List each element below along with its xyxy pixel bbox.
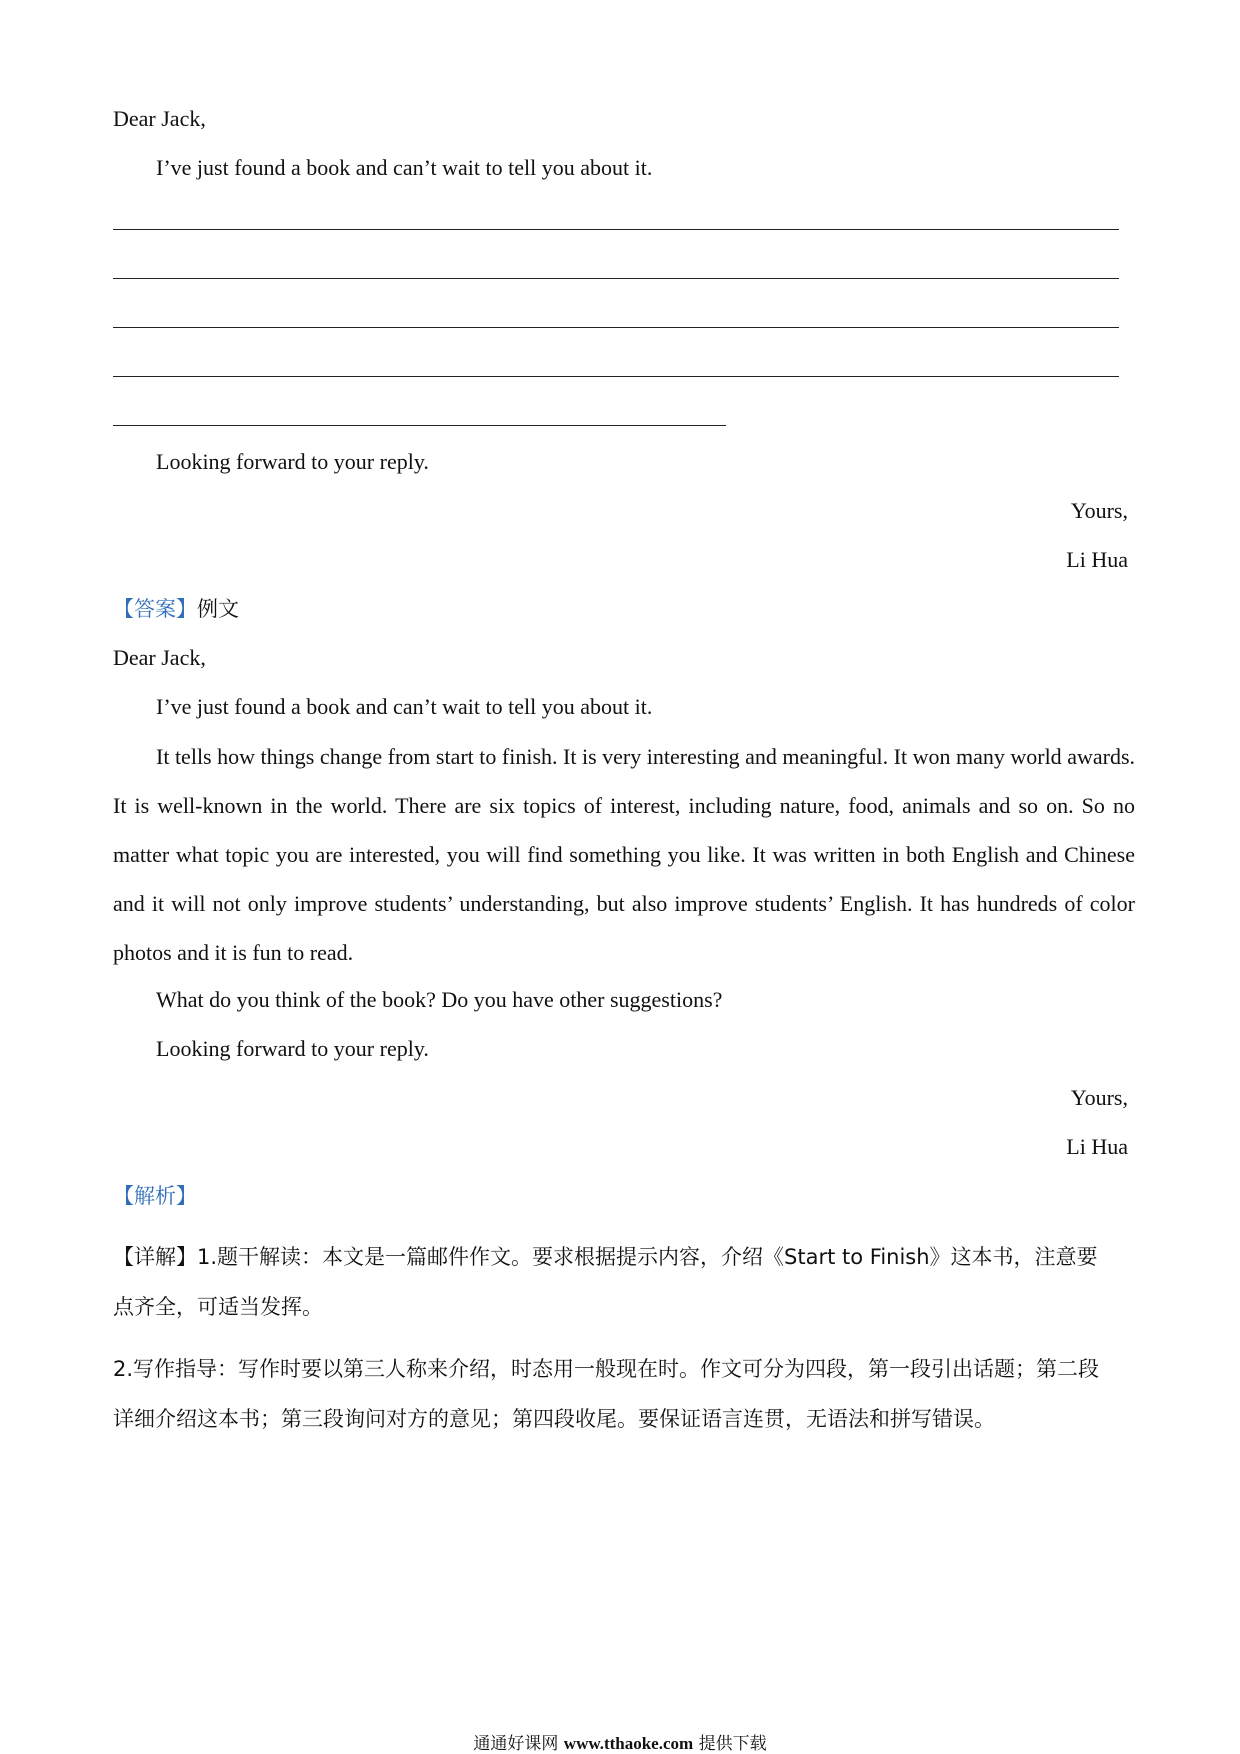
prompt-sign-off: Yours, [1070,498,1128,523]
writing-line-5 [113,425,726,426]
answer-question: What do you think of the book? Do you have other suggestions? [156,987,723,1012]
answer-closing: Looking forward to your reply. [156,1036,429,1061]
prompt-signature: Li Hua [1066,547,1128,572]
answer-label-suffix: 例文 [197,597,239,621]
answer-label: 【答案】 [113,597,197,621]
analysis-label: 【解析】 [113,1184,197,1208]
answer-salutation: Dear Jack, [113,645,206,670]
writing-line-4 [113,376,1119,377]
answer-opening: I’ve just found a book and can’t wait to tell you about it. [156,694,653,719]
answer-sign-off: Yours, [1070,1085,1128,1110]
page-footer [0,1734,1240,1754]
analysis-point-2: 2.写作指导：写作时要以第三人称来介绍，时态用一般现在时。作文可分为四段，第一段引出话题；第二段详细介绍这本书；第三段询问对方的意见；第四段收尾。要保证语言连贯，无语法和拼写错误。 [113,1357,1100,1431]
prompt-opening: I’ve just found a book and can’t wait to tell you about it. [156,155,653,180]
prompt-closing: Looking forward to your reply. [156,449,429,474]
answer-body-paragraph: It tells how things change from start to finish. It is very interesting and meaningful. It won many world awards. It is well-known in the world. There are six topics of interest, including nature, food, animals and so on. So no matter what topic you are interested, you will find something you like. It was written in both English and Chinese and it will not only improve students’ understanding, but also improve students’ English. It has hundreds of color photos and it is fun to read. [113,744,1135,965]
writing-line-3 [113,327,1119,328]
answer-signature: Li Hua [1066,1134,1128,1159]
writing-line-1 [113,229,1119,230]
writing-line-2 [113,278,1119,279]
footer-url: www.tthaoke.com [563,1734,694,1753]
analysis-heading [113,1181,197,1211]
analysis-point-1: 1.题干解读：本文是一篇邮件作文。要求根据提示内容，介绍《Start to Finish》这本书，注意要点齐全，可适当发挥。 [113,1245,1098,1319]
answer-heading [113,594,239,624]
analysis-detail [113,1232,1118,1332]
detail-label: 【详解】 [113,1245,197,1269]
footer-site-name: 通通好课网 [473,1734,559,1754]
prompt-salutation: Dear Jack, [113,106,206,131]
footer-suffix: 提供下载 [698,1734,767,1754]
